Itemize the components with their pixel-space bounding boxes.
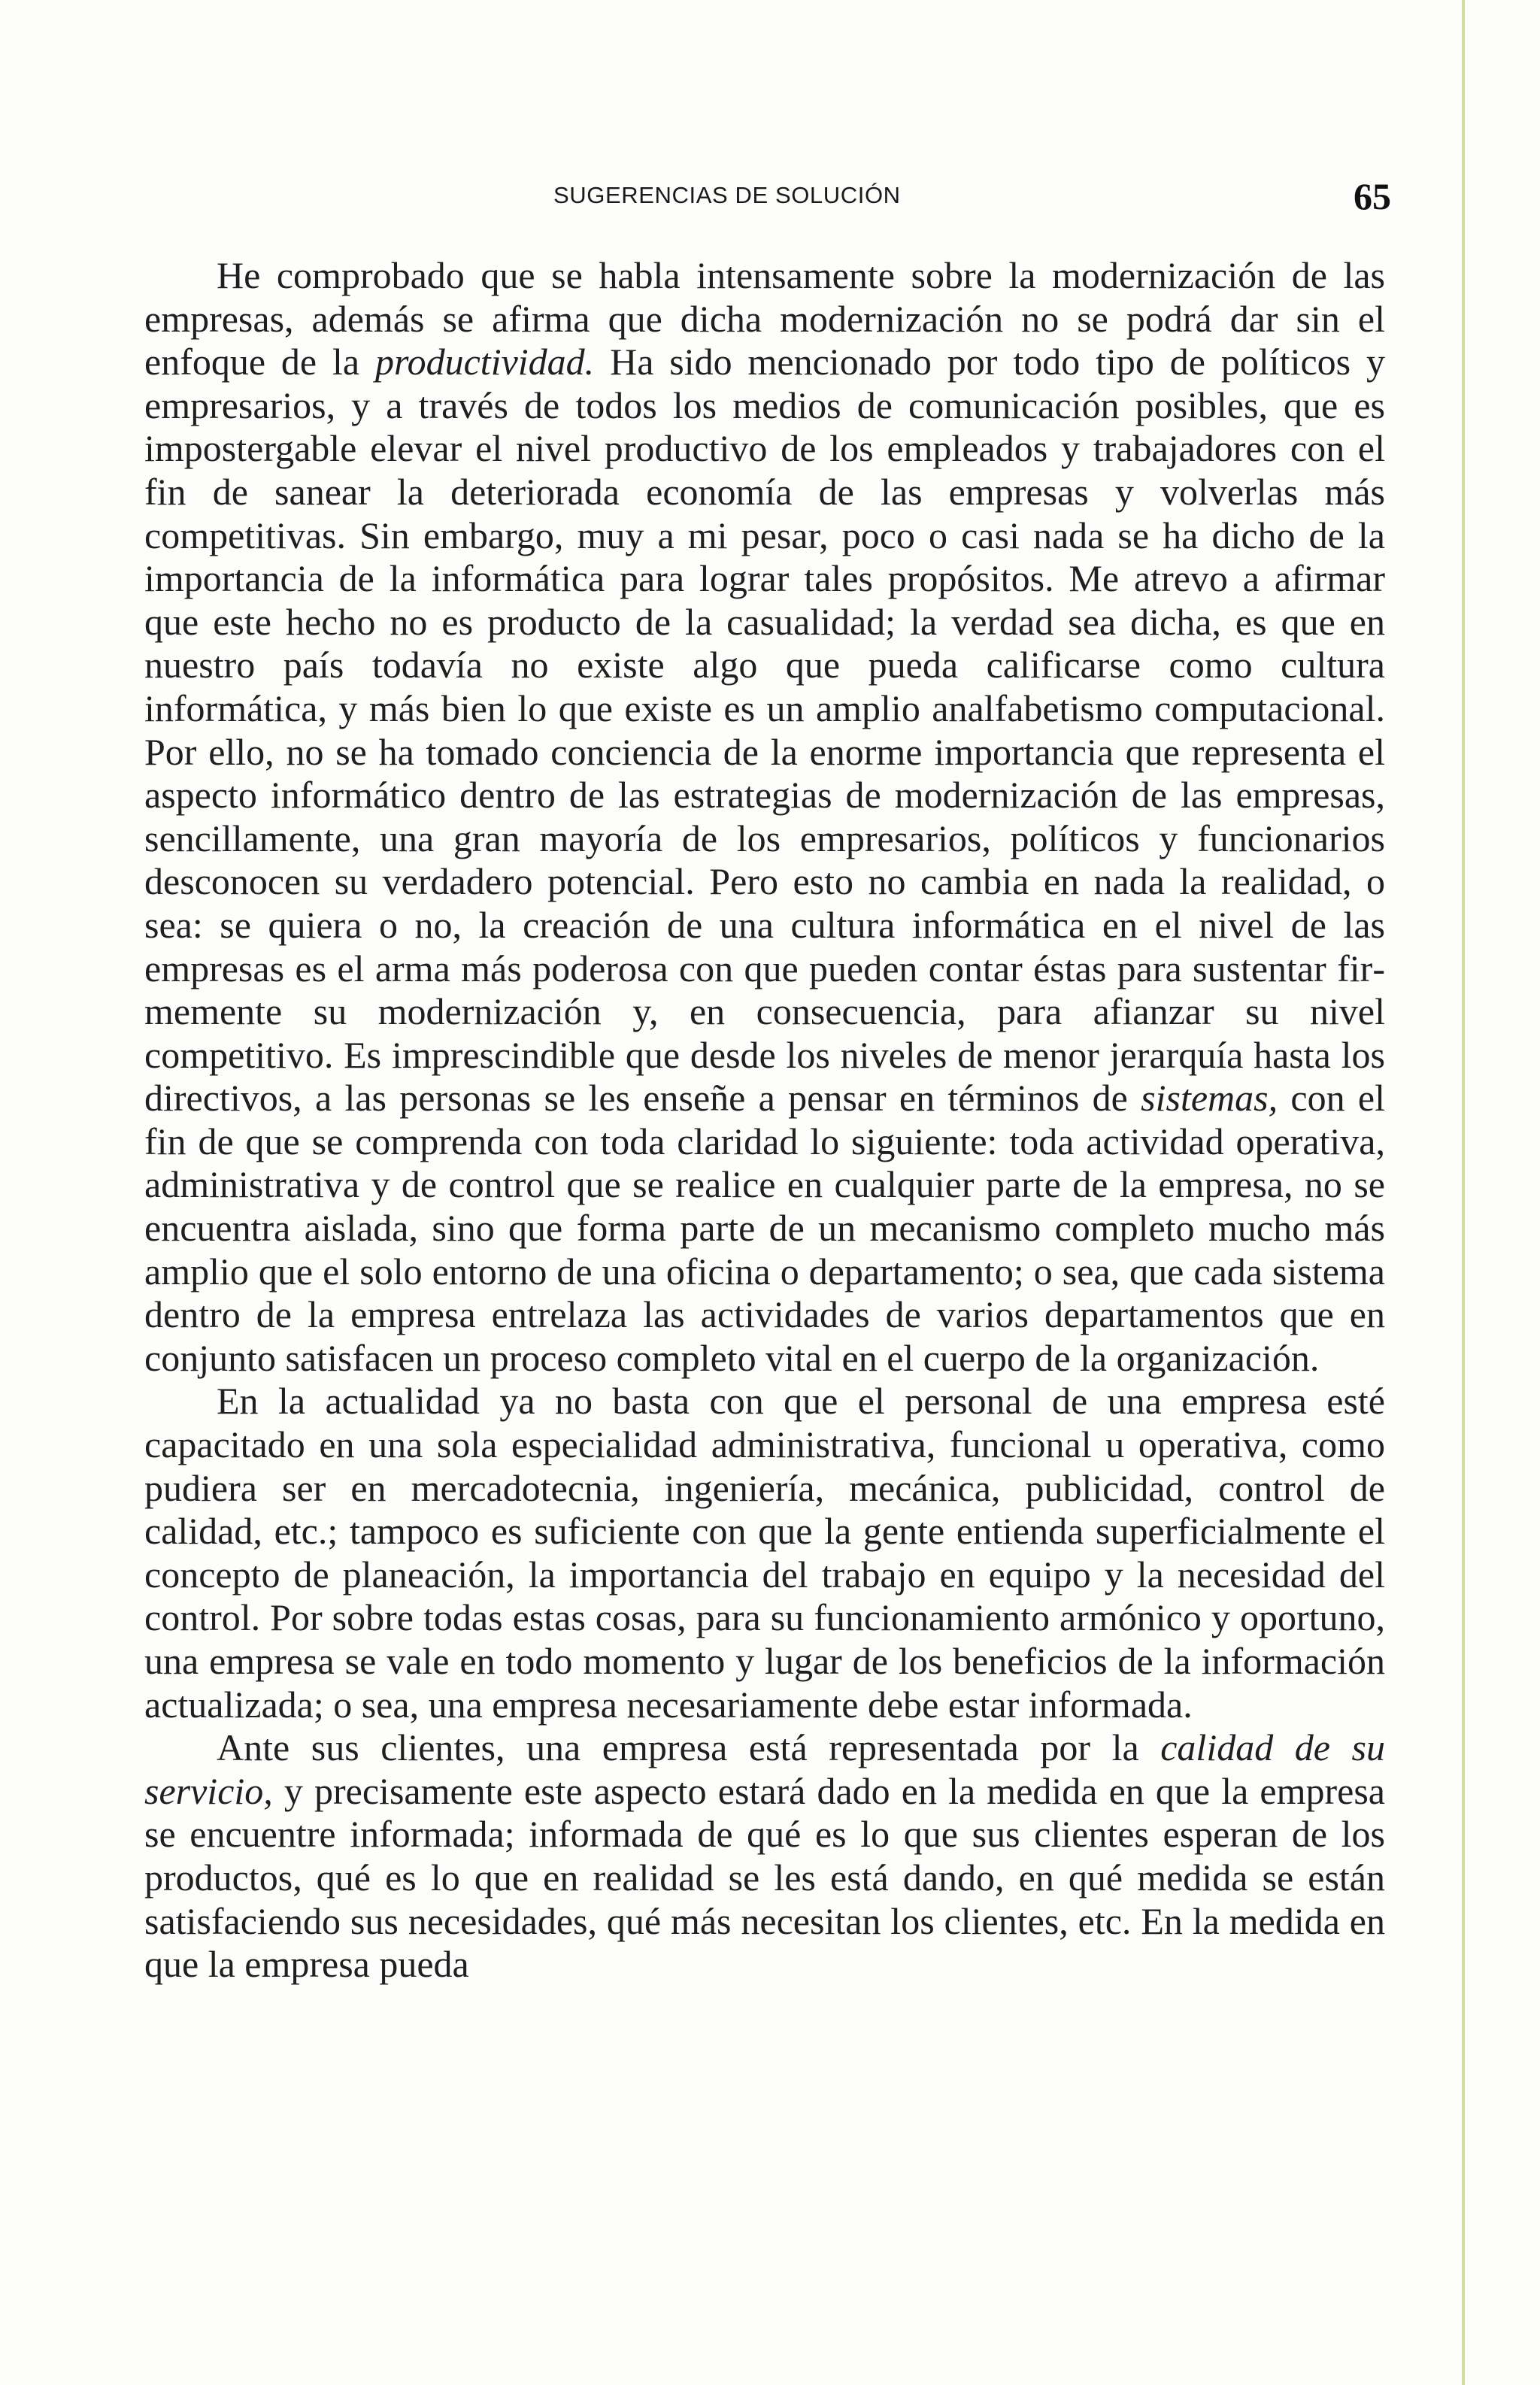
paragraph-3-text-b: y precisamente este aspecto estará dado en la medida en que la empresa se encuentre informada; informada de qué es lo que sus clientes esperan de los productos, qué es lo que en realidad se les está dando, en qué medida se están satisfaciendo sus necesidades, qué más necesitan los clientes, etc. En la medida en que la empresa pueda [144,1769,1385,1986]
paragraph-1 [144,254,1385,1380]
paragraph-2 [144,1380,1385,1726]
paragraph-3 [144,1726,1385,1986]
paragraph-1-text-c: con el fin de que se comprenda con toda claridad lo siguiente: toda actividad operativa, administrativa y de control que se realice en cualquier parte de la empresa, no se encuentra aislada, sino que forma parte de un mecanismo completo mucho más amplio que el solo entorno de una oficina o departamento; o sea, que cada sistema dentro de la empresa entrelaza las actividades de varios departamentos que en conjunto satisfacen un proceso completo vital en el cuerpo de la organización. [144,1077,1385,1379]
section-title: SUGERENCIAS DE SOLUCIÓN [553,182,901,208]
paragraph-3-emphasis-calidad: calidad de su servicio, [144,1726,1385,1812]
paragraph-1-emphasis-productividad: productividad. [375,341,595,383]
body-text [144,254,1385,1986]
paragraph-3-text-a: Ante sus clientes, una empresa está representada por la [217,1726,1161,1769]
paragraph-1-emphasis-sistemas: sistemas, [1141,1077,1278,1120]
page-edge-line [1462,0,1465,2385]
running-head [144,174,1405,227]
page-number: 65 [1354,175,1391,217]
paragraph-1-text-a: He comprobado que se habla intensamente sobre la modernización de las empresas, además se afirma que dicha modernización no se podrá dar sin el enfoque de la [144,254,1385,383]
paragraph-1-text-b: Ha sido mencionado por todo tipo de políticos y empresarios, y a través de todos los medios de comunicación posibles, que es impostergable elevar el nivel productivo de los empleados y trabajadores con el fin de sanear la deteriorada economía de las empresas y volverlas más competitivas. Sin embargo, muy a mi pesar, poco o casi nada se ha dicho de la importancia de la informática para lograr tales propósitos. Me atrevo a afirmar que este hecho no es producto de la casualidad; la verdad sea dicha, es que en nuestro país todavía no existe algo que pueda calificarse como cultura informática, y más bien lo que existe es un amplio analfabetismo computacional. Por ello, no se ha tomado conciencia de la enorme importancia que representa el aspecto informático dentro de las estrategias de modernización de las empresas, sencillamente, una gran mayoría de los empresarios, políticos y funcionarios desconocen su verdadero potencial. Pero esto no cambia en nada la realidad, o sea: se quiera o no, la creación de una cultura informática en el nivel de las empresas es el arma más poderosa con que pueden contar éstas para sustentar firmemente su modernización y, en consecuencia, para afianzar su nivel competitivo. Es imprescindible que desde los niveles de menor jerarquía hasta los directivos, a las personas se les enseñe a pensar en términos de [144,341,1386,1120]
paragraph-2-text: En la actualidad ya no basta con que el personal de una empresa esté capacitado en una sola especialidad administrativa, funcional u operativa, como pudiera ser en mercadotecnia, ingeniería, mecánica, publicidad, control de calidad, etc.; tampoco es suficiente con que la gente entienda superficialmente el concepto de planeación, la importancia del trabajo en equipo y la necesidad del control. Por sobre todas estas cosas, para su funcionamiento armónico y oportuno, una empresa se vale en todo momento y lugar de los beneficios de la información actualizada; o sea, una empresa necesariamente debe estar informada. [144,1380,1385,1726]
